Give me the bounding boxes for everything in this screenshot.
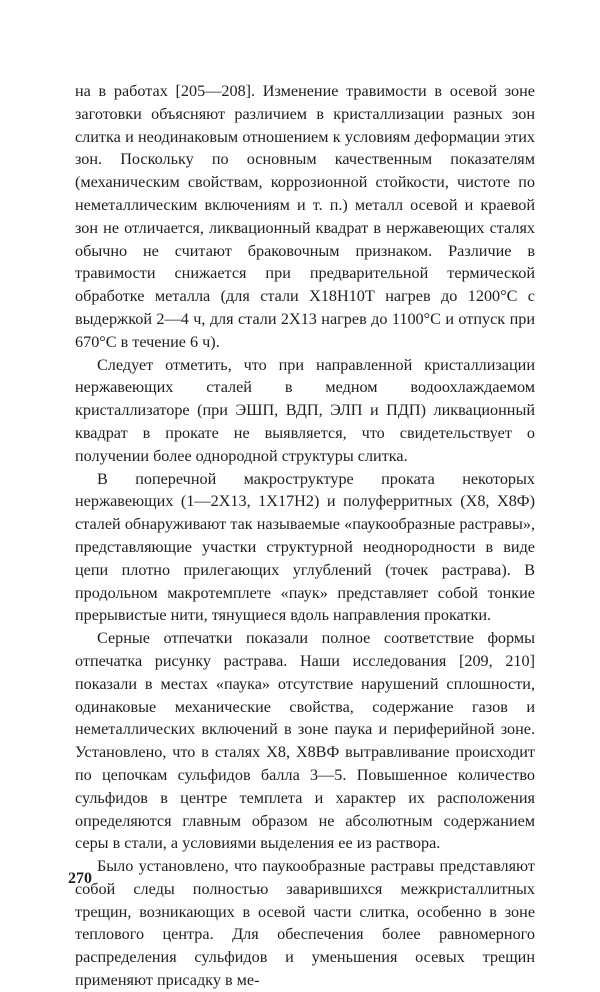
paragraph-continuation: на в работах [205—208]. Изменение травимости в осевой зоне заготовки объясняют различием в кристаллизации разных зон слитка и неодинаковым отношением к условиям деформации этих зон. Поскольку по основным качественным показателям (механическим свойствам, коррозионной стойкости, чистоте по неметаллическим включениям и т. п.) металл осевой и краевой зон не отличается, ликвационный квадрат в нержавеющих сталях обычно не считают браковочным признаком. Различие в травимости снижается при предварительной термической обработке металла (для стали Х18Н10Т нагрев до 1200°С с выдержкой 2—4 ч, для стали 2Х13 нагрев до 1100°С и отпуск при 670°С в течение 6 ч). [75,82,535,351]
page-body [75,80,535,992]
page-number: 270 [68,870,92,887]
paragraph-sulfur-prints: Серные отпечатки показали полное соответствие формы отпечатка рисунку растрава. Наши исследования [209, 210] показали в местах «паука» отсутствие нарушений сплошности, одинаковые механические свойства, содержание газов и неметаллических включений в зоне паука и периферийной зоне. Установлено, что в сталях Х8, Х8ВФ вытравливание происходит по цепочкам сульфидов балла 3—5. Повышенное количество сульфидов в центре темплета и характер их расположения определяются главным образом не абсолютным содержанием серы в стали, а условиями выделения ее из раствора. [75,629,535,853]
paragraph-intercrystalline-cracks: Было установлено, что паукообразные растравы представляют собой следы полностью заварившихся межкристаллитных трещин, возникающих в осевой части слитка, особенно в зоне теплового центра. Для обеспечения более равномерного распределения сульфидов и уменьшения осевых трещин применяют присадку в ме- [75,857,535,990]
paragraph-directional-crystallization: Следует отметить, что при направленной кристаллизации нержавеющих сталей в медном водоохлаждаемом кристаллизаторе (при ЭШП, ВДП, ЭЛП и ПДП) ликвационный квадрат в прокате не выявляется, что свидетельствует о получении более однородной структуры слитка. [75,355,535,465]
paragraph-spider-etching: В поперечной макроструктуре проката некоторых нержавеющих (1—2Х13, 1Х17Н2) и полуферритных (Х8, Х8Ф) сталей обнаруживают так называемые «паукообразные растравы», представляющие участки структурной неоднородности в виде цепи плотно прилегающих углублений (точек растрава). В продольном макротемплете «паук» представляет собой тонкие прерывистые нити, тянущиеся вдоль направления прокатки. [75,469,535,625]
